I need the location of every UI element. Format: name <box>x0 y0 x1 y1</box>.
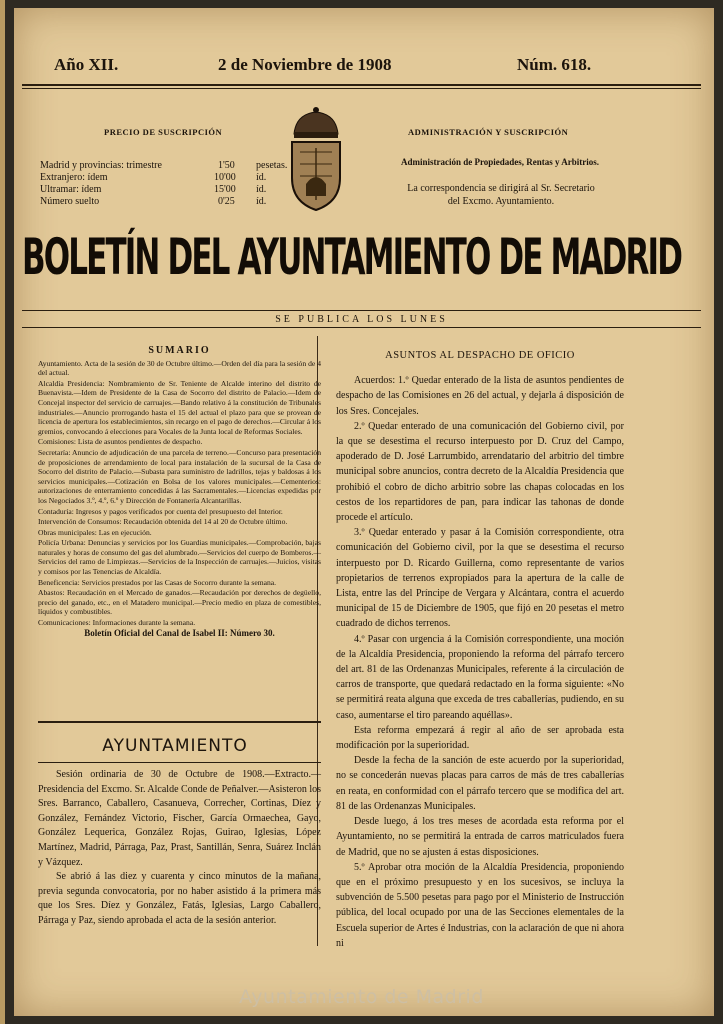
agenda-section <box>336 348 624 951</box>
price-row: Madrid y provincias: trimestre 1'50 pesetas. <box>40 160 288 171</box>
publication-schedule: SE PUBLICA LOS LUNES <box>275 314 448 325</box>
prices-title: PRECIO DE SUSCRIPCIÓN <box>104 127 223 137</box>
agenda-item: 2.º Quedar enterado de una comunicación del Gobierno civil, por la que se desestima el recurso interpuesto por D. Cruz del Campo, apoderado de D. José Larrumbido, arrendatario del arbitrio del timbre municipal sobre anuncios, contra decreto de la Alcaldía Presidencia que prohibió el cobro de dicho arbitrio sobre las chapas colocadas en los cestos de los repartidores de pan, para indicar las tahonas de donde procede el artículo. <box>336 420 624 524</box>
agenda-item: Esta reforma empezará á regir al año de ser aprobada esta modificación por la superioridad. <box>336 724 624 752</box>
issue-number: Núm. 618. <box>517 55 592 74</box>
issue-header <box>22 55 701 83</box>
summary-item: Alcaldía Presidencia: Nombramiento de Sr. Teniente de Alcalde interino del distrito de Buenavista.—Idem de Presidente de la Casa de Socorro del distrito de Palacio.—Idem de Concejal inspector del servicio de carruajes.—Bando relativo á la constitución de Tribunales industriales.—Anuncio prorrogando hasta el 15 del actual el plazo para que se provean de licencia de apertura los establecimientos, sin recargo en el pago de derechos.—Circular á los gremios, convocando á elecciones para Vocales de la Junta local de Reformas Sociales. <box>38 378 321 436</box>
admin-title: ADMINISTRACIÓN Y SUSCRIPCIÓN <box>408 127 569 137</box>
summary-item: Ayuntamiento. Acta de la sesión de 30 de Octubre último.—Orden del día para la sesión de 4 del actual. <box>38 358 321 378</box>
masthead-rule-top <box>22 310 701 311</box>
price-row: Número suelto 0'25 íd. <box>40 196 267 207</box>
agenda-item: 3.º Quedar enterado y pasar á la Comisión correspondiente, otra comunicación del Gobierno civil, por la que se desestima el recurso interpuesto por D. Ricardo Guillerna, como representante de varios propietarios de terrenos expropiados para la apertura de la calle de Lista, entre las del Príncipe de Vergara y Alcántara, contra el acuerdo municipal de 15 de Diciembre de 1905, que fijó en 20 pesetas el metro cuadrado de dichos terrenos. <box>336 527 624 630</box>
summary-item: Contaduría: Ingresos y pagos verificados por cuenta del presupuesto del Interior. <box>38 506 283 516</box>
admin-office: Administración de Propiedades, Rentas y Arbitrios. <box>400 157 600 167</box>
summary-item: Comunicaciones: Informaciones durante la semana. <box>38 618 196 628</box>
session-minutes <box>38 768 321 929</box>
admin-address: del Excmo. Ayuntamiento. <box>447 196 555 207</box>
summary-section <box>38 346 321 639</box>
summary-item: Policía Urbana: Denuncias y servicios por los Guardias municipales.—Comprobación, bajas naturales y horas de consumo del gas del alumbrado.—Servicios del cuerpo de Bomberos.—Servicios del ramo de Limpiezas.—Servicios de la Inspección de carruajes.—Juicios, visitas y comisos por las Tenencias de Alcaldía. <box>38 538 321 577</box>
ayuntamiento-heading: AYUNTAMIENTO <box>102 736 248 756</box>
issue-year: Año XII. <box>54 55 119 74</box>
ayuntamiento-rule <box>38 762 321 763</box>
canal-bulletin-note: Boletín Oficial del Canal de Isabel II: Número 30. <box>84 627 275 638</box>
summary-item: Abastos: Recaudación en el Mercado de ganados.—Recaudación por derechos de degüello, precio del ganado, etc., en el Matadero municipal.—Precio medio en plaza de comestibles, líquidos y combustibles. <box>38 588 321 617</box>
price-row: Extranjero: ídem 10'00 íd. <box>40 172 267 183</box>
session-opening: Se abrió á las diez y cuarenta y cinco minutos de la mañana, previa segunda convocatoria, por no haber asistido á la primera más que los Sres. Díez y González, Fatás, Iglesias, Largo Caballero, Párraga y Paz, siendo aprobada el acta de la sesión anterior. <box>38 871 321 926</box>
agenda-item: 5.º Aprobar otra moción de la Alcaldía Presidencia, proponiendo que en el próximo presupuesto y en los sucesivos, se incluya la subvención de 5.500 pesetas para pago por el Ministerio de Instrucción pública, del local ocupado por una de las Secciones elementales de la Escuela superior de Artes é Industrias, con la aclaración de que ni ahora ni <box>336 861 624 949</box>
header-rule-top <box>22 84 701 86</box>
summary-item: Beneficencia: Servicios prestados por las Casas de Socorro durante la semana. <box>38 577 277 587</box>
coat-of-arms-icon <box>286 104 346 216</box>
masthead-title: BOLETÍN DEL AYUNTAMIENTO DE MADRID <box>22 228 682 286</box>
archive-watermark: Ayuntamiento de Madrid <box>239 986 484 1008</box>
summary-item: Secretaría: Anuncio de adjudicación de una parcela de terreno.—Concurso para presentación de proposiciones de arrendamiento de local para instalación de la sucursal de la Casa de Socorro del distrito de Palacio.—Subasta para suministro de ladrillos, tejas y baldosas á los servicios municipales.—Cotización en Bolsa de los valores municipales.—Cementerios: autorizaciones de enterramiento concedidas á las Sacramentales.—Licencias expedidas por los Negociados 3.º, 4.º, 6.º y Dirección de Fontanería Alcantarillas. <box>38 447 321 505</box>
agenda-item: 4.º Pasar con urgencia á la Comisión correspondiente, una moción de la Alcaldía Presidencia, proponiendo la reforma del párrafo tercero del art. 81 de las Ordenanzas Municipales, referente á la circulación de carros de transporte, que quedará redactado en la forma siguiente: «No se permitirá reata alguna que exceda de tres caballerías, pudiendo, en su caso, aumentarse el tiro pareando aquéllas». <box>336 633 624 721</box>
agenda-item: Acuerdos: 1.º Quedar enterado de la lista de asuntos pendientes de despacho de las Comisiones en 26 del actual, y dejarla á disposición de los Sres. Concejales. <box>336 375 624 417</box>
summary-item: Intervención de Consumos: Recaudación obtenida del 14 al 20 de Octubre último. <box>38 517 288 527</box>
price-row: Ultramar: ídem 15'00 íd. <box>40 184 267 195</box>
session-attendance: Sesión ordinaria de 30 de Octubre de 1908.—Extracto.—Presidencia del Excmo. Sr. Alcalde Conde de Peñalver.—Asisteron los Sres. Barranco, Caballero, Casanueva, Correcher, Cortinas, Díez y González, Fernández Victorio, Fischer, García Ormaechea, Gayo, González Lequerica, González Rojas, Guirao, Iglesias, López Martínez, Madrid, Párraga, Paz, Prast, Santillán, Senra, Suárez Inclán y Vázquez. <box>38 769 321 868</box>
issue-date: 2 de Noviembre de 1908 <box>218 55 392 74</box>
masthead-rule-bottom <box>22 327 701 328</box>
agenda-item: Desde luego, á los tres meses de acordada esta reforma por el Ayuntamiento, no se permitirá la entrada de carros matriculados fuera de Madrid, que no se ajusten á estas disposiciones. <box>336 816 624 858</box>
agenda-title: ASUNTOS AL DESPACHO DE OFICIO <box>385 350 575 361</box>
summary-title: SUMARIO <box>148 345 211 356</box>
summary-item: Obras municipales: Las en ejecución. <box>38 527 152 537</box>
summary-item: Comisiones: Lista de asuntos pendientes de despacho. <box>38 437 203 447</box>
agenda-item: Desde la fecha de la sanción de este acuerdo por la superioridad, no se concederán nuevas placas para carros de más de tres caballerías en reata, en conformidad con el párrafo tercero que se modifica del art. 81 de las Ordenanzas Municipales. <box>336 755 624 812</box>
summary-rule <box>38 721 321 723</box>
page-edge <box>0 0 5 1024</box>
admin-correspondence: La correspondencia se dirigirá al Sr. Secretario <box>407 183 595 194</box>
header-rule-bottom <box>22 88 701 89</box>
